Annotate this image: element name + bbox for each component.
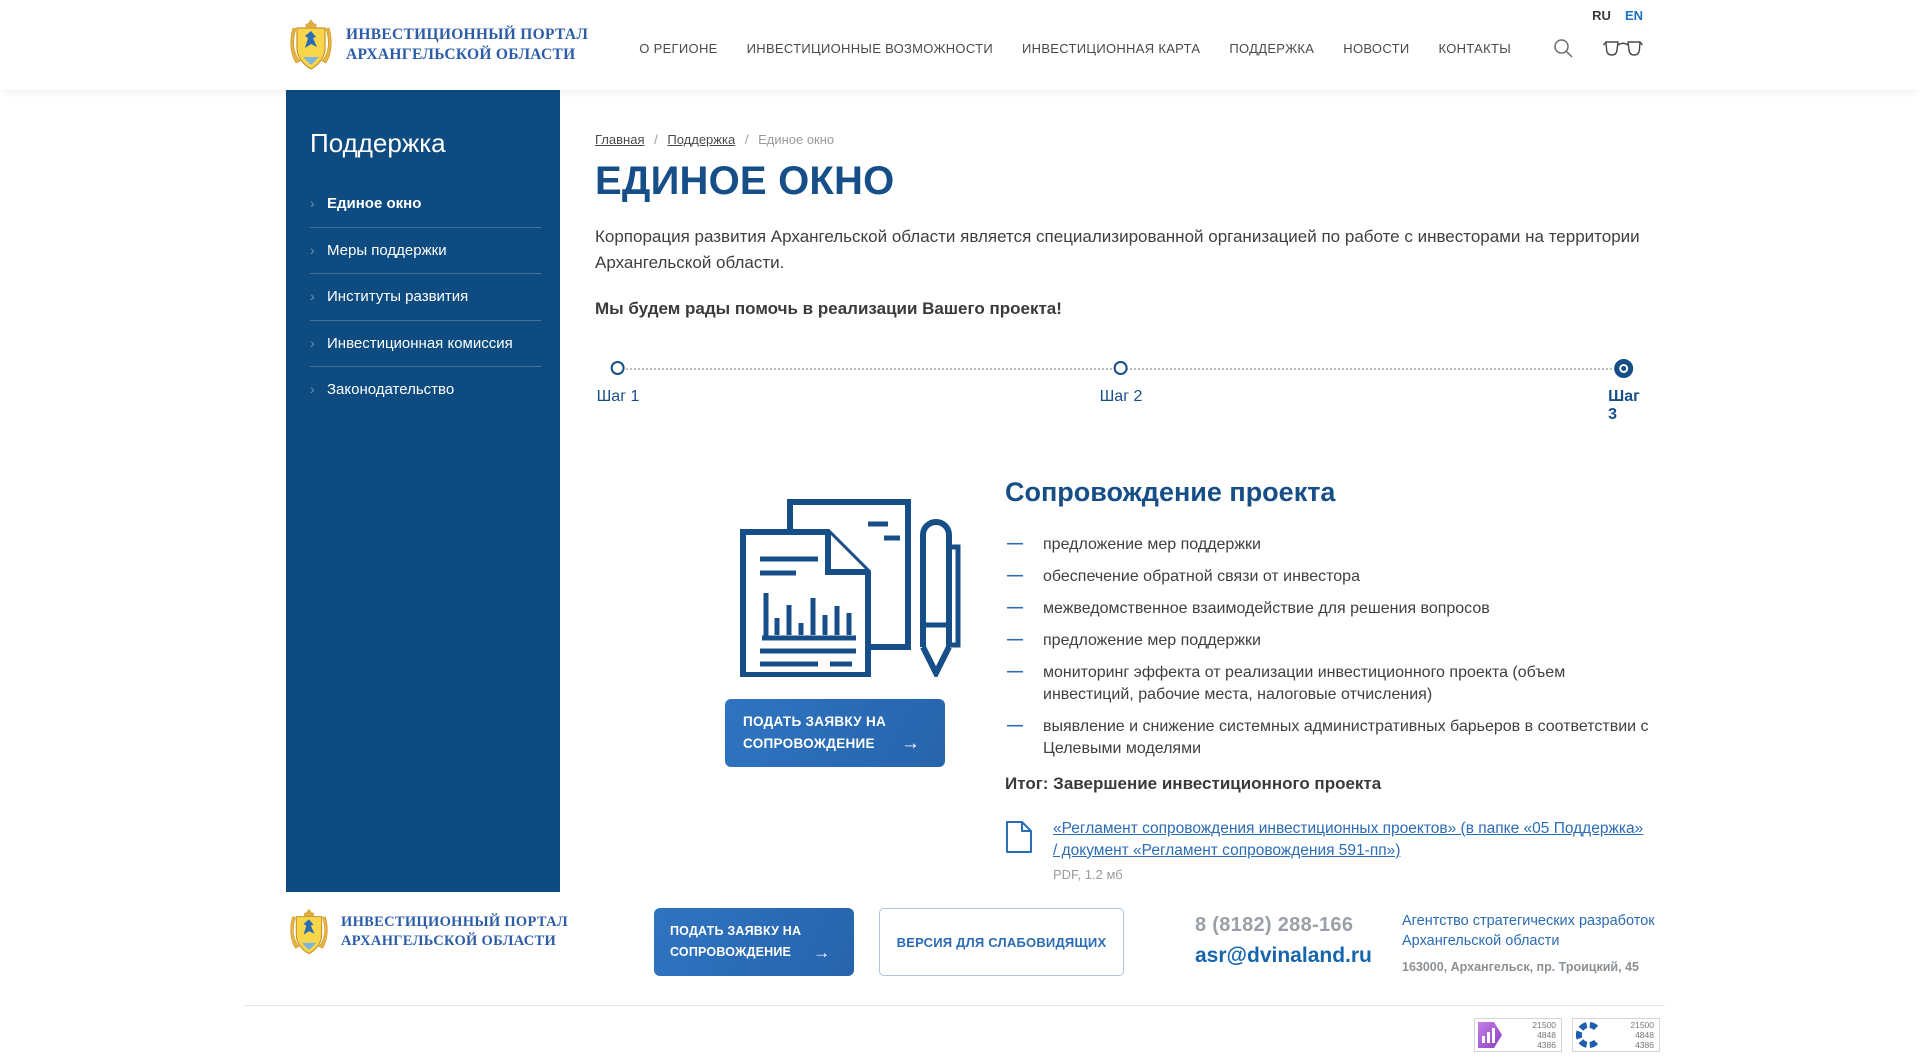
- footer-contacts: [1195, 914, 1372, 968]
- accessibility-glasses-icon[interactable]: [1603, 40, 1643, 57]
- chevron-right-icon: ›: [310, 381, 315, 397]
- sidebar-item-support-measures[interactable]: › Меры поддержки: [310, 227, 541, 274]
- nav-contacts[interactable]: КОНТАКТЫ: [1438, 40, 1511, 56]
- breadcrumb-support[interactable]: Поддержка: [667, 132, 736, 147]
- counter-values: 21500 4848 4386: [1532, 1019, 1556, 1050]
- dash-bullet: —: [1007, 716, 1023, 734]
- chevron-right-icon: ›: [310, 241, 315, 258]
- lang-ru[interactable]: RU: [1592, 8, 1611, 23]
- chevron-right-icon: ›: [310, 288, 315, 304]
- sidebar-menu: [286, 181, 560, 413]
- visit-counters: [1474, 1018, 1660, 1052]
- dash-bullet: —: [1007, 630, 1023, 648]
- steps-progress: [596, 361, 1640, 433]
- regulation-document-link[interactable]: «Регламент сопровождения инвестиционных проектов» (в папке «05 Поддержка» / документ «Регламент сопровождения 591-пп»): [1053, 819, 1644, 859]
- nav-invest-opportunities[interactable]: ИНВЕСТИЦИОННЫЕ ВОЗМОЖНОСТИ: [746, 40, 993, 56]
- step-3-active[interactable]: Шаг 3: [1608, 361, 1640, 424]
- accessibility-version-button[interactable]: ВЕРСИЯ ДЛЯ СЛАБОВИДЯЩИХ: [879, 908, 1124, 976]
- list-item: — обеспечение обратной связи от инвестора: [1007, 566, 1360, 585]
- page-title: ЕДИНОЕ ОКНО: [595, 159, 895, 203]
- documents-pen-illustration: [718, 477, 968, 677]
- dash-bullet: —: [1007, 566, 1023, 584]
- list-item: — предложение мер поддержки: [1007, 534, 1261, 553]
- breadcrumb-separator: /: [654, 132, 658, 147]
- step-circle: [611, 361, 625, 375]
- nav-support[interactable]: ПОДДЕРЖКА: [1229, 40, 1315, 56]
- chevron-right-icon: ›: [310, 195, 315, 211]
- phone-number[interactable]: 8 (8182) 288-166: [1195, 914, 1354, 936]
- site-logo[interactable]: [290, 19, 588, 71]
- step-circle: [1114, 361, 1128, 375]
- main-content: [595, 90, 1650, 882]
- sidebar-item-development-institutes[interactable]: › Институты развития: [310, 273, 541, 320]
- document-meta: PDF, 1.2 мб: [1053, 866, 1123, 882]
- counter-badge-sputnik[interactable]: [1572, 1018, 1660, 1052]
- list-item: — предложение мер поддержки: [1007, 630, 1261, 649]
- section-title: Сопровождение проекта: [1005, 476, 1336, 507]
- coat-of-arms-icon: [290, 908, 328, 956]
- language-switcher: [1592, 8, 1643, 23]
- bar-chart-counter-icon: [1478, 1022, 1502, 1048]
- agency-name: Агентство стратегических разработок Архангельской области: [1402, 913, 1655, 949]
- arrow-right-icon: →: [813, 942, 831, 962]
- dash-bullet: —: [1007, 598, 1023, 616]
- nav-region[interactable]: О РЕГИОНЕ: [639, 40, 718, 56]
- lead-paragraph: Мы будем рады помочь в реализации Вашего проекта!: [595, 298, 1062, 318]
- footer-divider: [245, 1005, 1665, 1006]
- step-1[interactable]: Шаг 1: [597, 361, 640, 406]
- dash-bullet: —: [1007, 534, 1023, 552]
- breadcrumb-home[interactable]: Главная: [595, 132, 645, 147]
- footer: [0, 892, 1920, 1059]
- breadcrumb: [595, 90, 1650, 147]
- coat-of-arms-icon: [290, 19, 332, 71]
- chevron-right-icon: ›: [310, 334, 315, 351]
- sidebar-item-investment-commission[interactable]: › Инвестиционная комиссия: [310, 320, 541, 367]
- intro-paragraph: Корпорация развития Архангельской области является специализированной организацией по работе с инвесторами на территории Архангельской области.: [595, 227, 1640, 273]
- sidebar-item-single-window[interactable]: › Единое окно: [310, 195, 422, 212]
- illustration-column: [595, 477, 990, 882]
- file-icon: [1005, 820, 1033, 854]
- site-title-line1: ИНВЕСТИЦИОННЫЙ ПОРТАЛ: [346, 25, 589, 43]
- nav-news[interactable]: НОВОСТИ: [1343, 40, 1410, 56]
- search-icon[interactable]: [1553, 38, 1573, 58]
- breadcrumb-separator: /: [744, 132, 749, 147]
- footer-logo[interactable]: [290, 908, 568, 956]
- arrow-right-icon: →: [900, 732, 920, 754]
- support-list: [1005, 534, 1650, 760]
- document-row: [1005, 818, 1650, 882]
- header-icons: [1553, 32, 1643, 58]
- sidebar-item-legislation[interactable]: › Законодательство: [310, 366, 541, 413]
- main-nav: [639, 35, 1511, 56]
- breadcrumb-current: Единое окно: [758, 132, 835, 147]
- apply-support-button[interactable]: ПОДАТЬ ЗАЯВКУ НА СОПРОВОЖДЕНИЕ →: [725, 699, 945, 767]
- sidebar-title: Поддержка: [310, 128, 446, 158]
- result-line: Итог: Завершение инвестиционного проекта: [1005, 773, 1382, 793]
- c-logo-icon: [1576, 1022, 1600, 1048]
- counter-badge-liveinternet[interactable]: [1474, 1018, 1562, 1052]
- header: [0, 0, 1920, 90]
- list-item: — мониторинг эффекта от реализации инвестиционного проекта (объем инвестиций, рабочие места, налоговые отчисления): [1007, 662, 1566, 703]
- counter-values: 21500 4848 4386: [1630, 1019, 1654, 1050]
- dash-bullet: —: [1007, 662, 1023, 680]
- agency-address: 163000, Архангельск, пр. Троицкий, 45: [1402, 960, 1639, 975]
- site-title: [346, 25, 588, 65]
- step-2[interactable]: Шаг 2: [1100, 361, 1143, 406]
- support-details-column: [1005, 477, 1650, 882]
- footer-apply-support-button[interactable]: ПОДАТЬ ЗАЯВКУ НА СОПРОВОЖДЕНИЕ →: [654, 908, 854, 976]
- support-sidebar: [286, 90, 560, 892]
- email-link[interactable]: asr@dvinaland.ru: [1195, 944, 1372, 967]
- footer-agency: [1402, 912, 1660, 974]
- step-target-circle: [1614, 359, 1633, 378]
- list-item: — межведомственное взаимодействие для решения вопросов: [1007, 598, 1490, 617]
- lang-en[interactable]: EN: [1624, 8, 1643, 23]
- nav-invest-map[interactable]: ИНВЕСТИЦИОННАЯ КАРТА: [1021, 40, 1201, 56]
- list-item: — выявление и снижение системных административных барьеров в соответствии с Целевыми моделями: [1007, 716, 1649, 757]
- site-title-line2: АРХАНГЕЛЬСКОЙ ОБЛАСТИ: [346, 46, 576, 63]
- footer-site-title: ИНВЕСТИЦИОННЫЙ ПОРТАЛ АРХАНГЕЛЬСКОЙ ОБЛАСТИ: [341, 914, 568, 949]
